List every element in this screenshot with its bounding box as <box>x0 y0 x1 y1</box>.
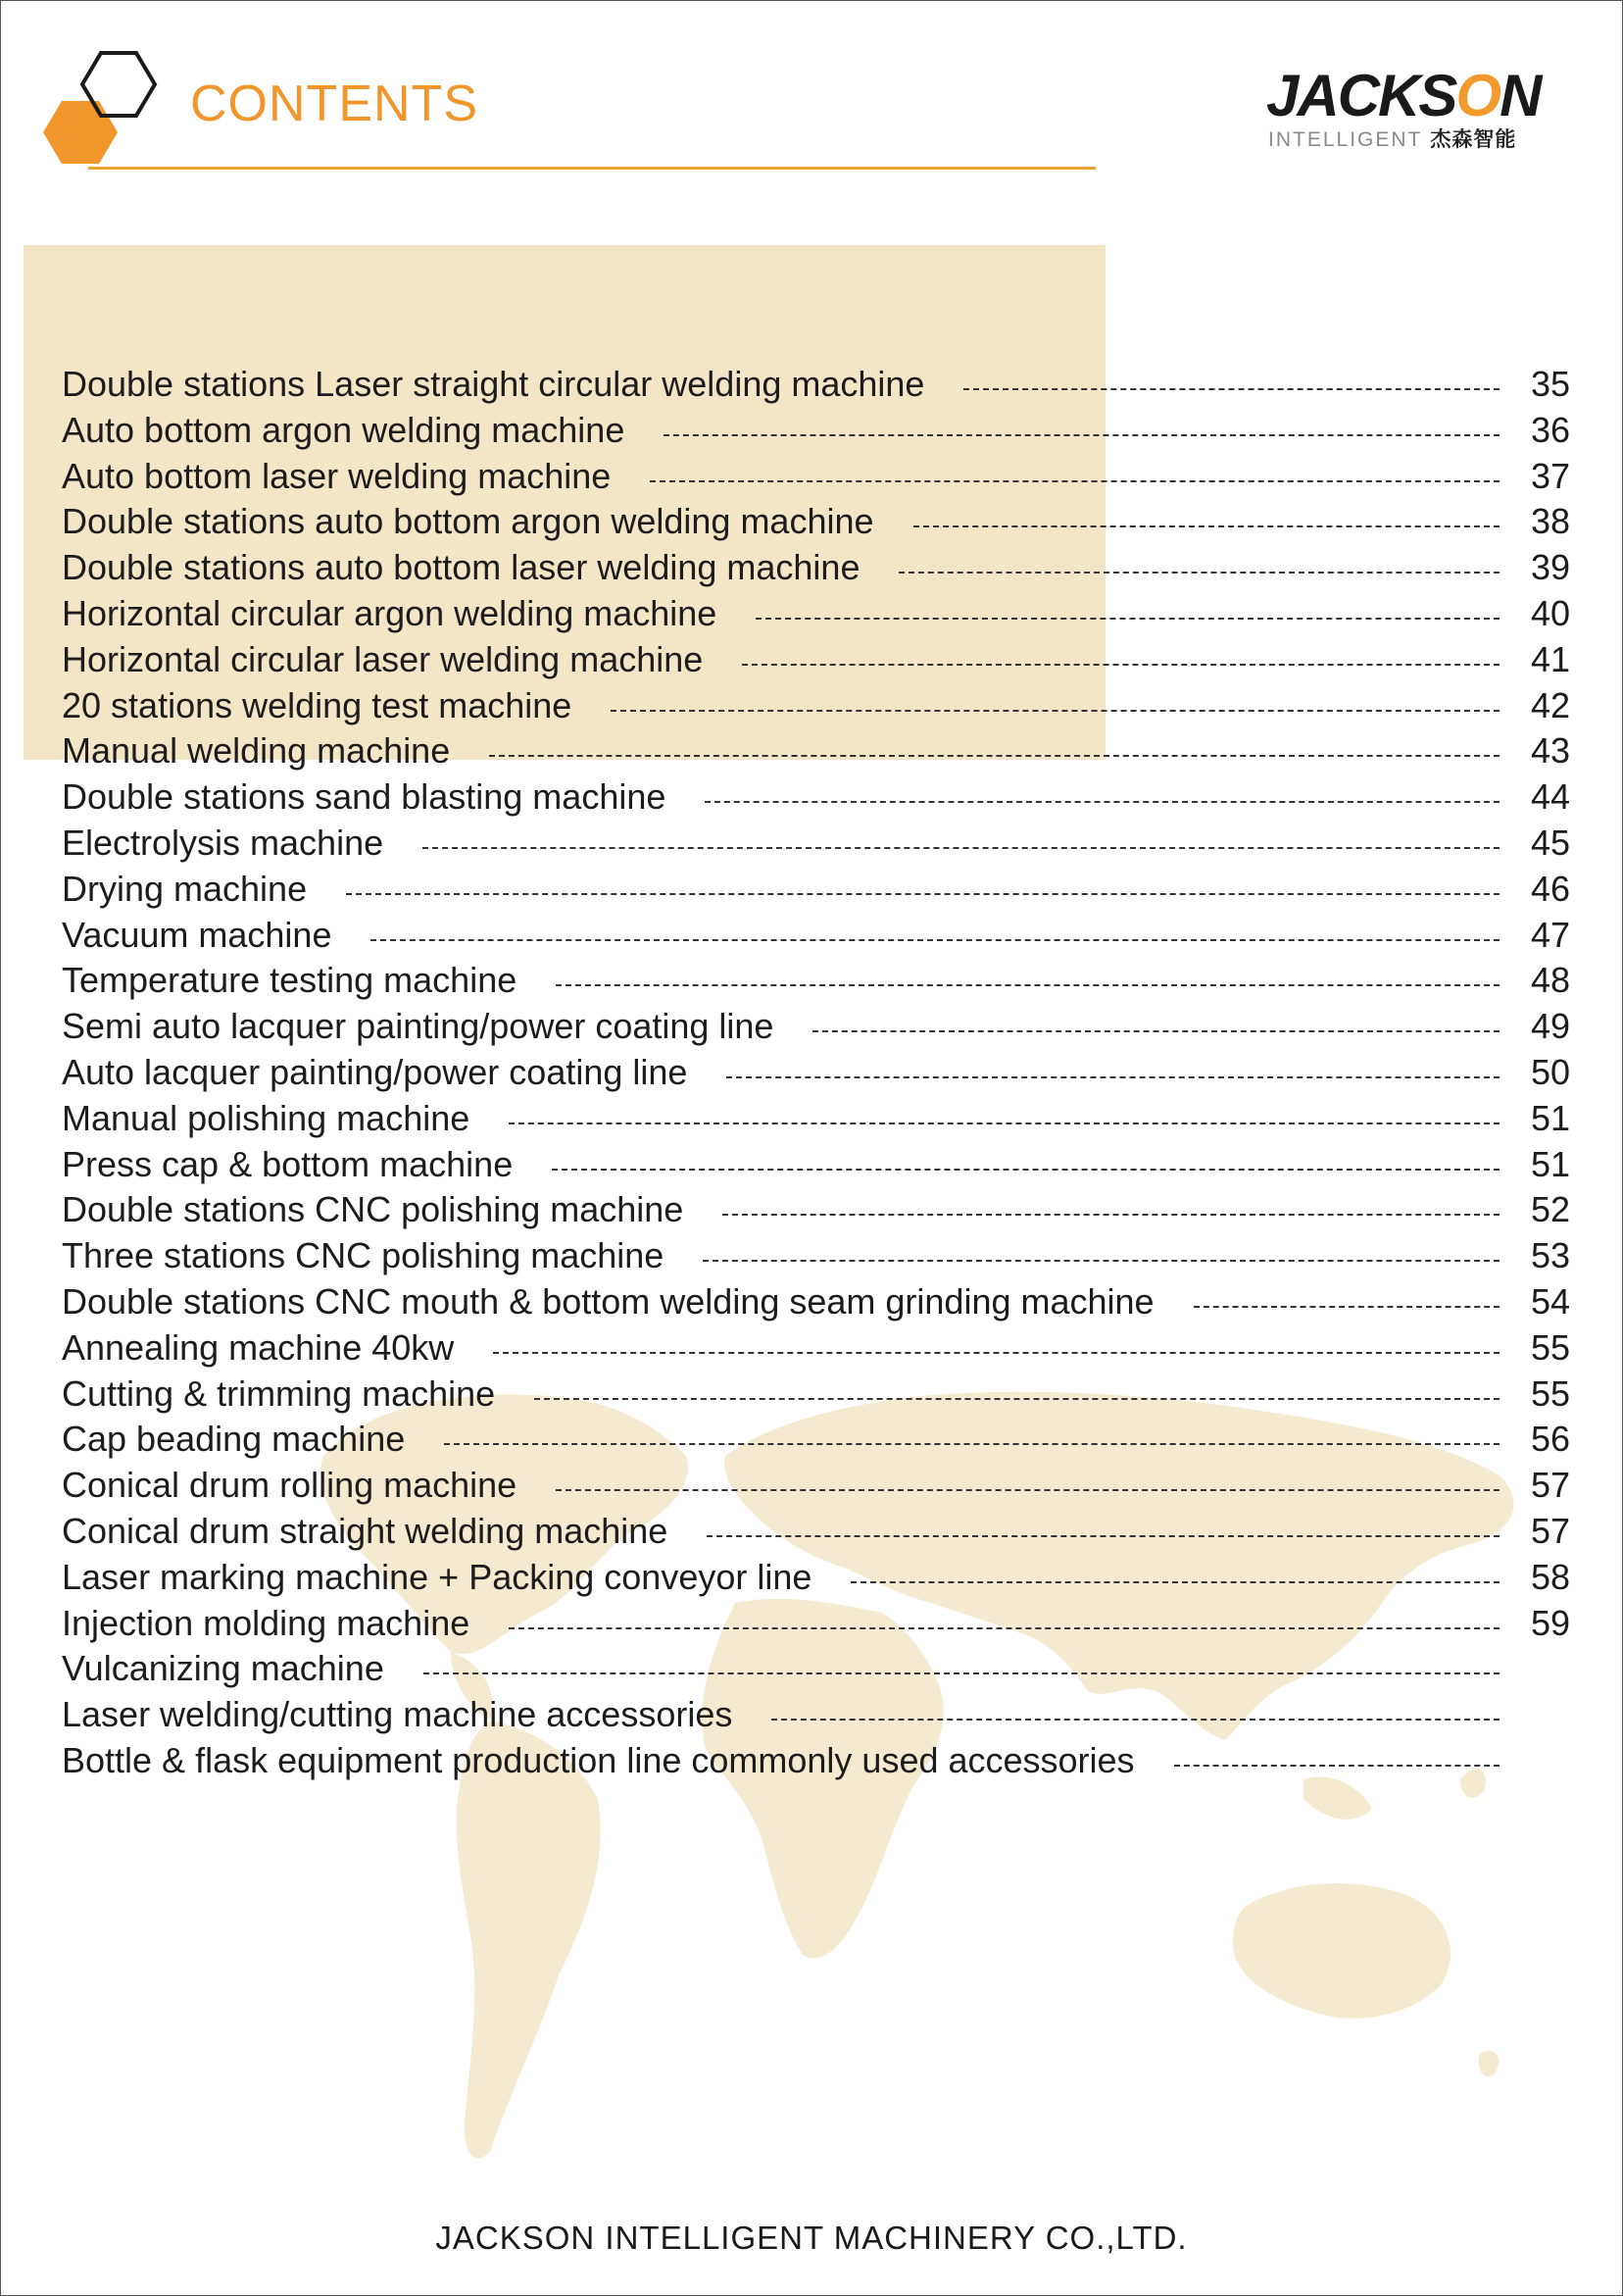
toc-entry[interactable] <box>0 1649 1623 1695</box>
logo-subtitle-cn: 杰森智能 <box>1430 128 1517 151</box>
toc-entry-title: Laser marking machine + Packing conveyor line <box>62 1556 812 1597</box>
toc-entry-title: Auto lacquer painting/power coating line <box>62 1051 688 1092</box>
toc-leader-dashes <box>851 1581 1500 1583</box>
toc-page-number: 35 <box>1531 364 1571 404</box>
toc-entry-title: Double stations CNC polishing machine <box>62 1189 684 1230</box>
toc-entry[interactable] <box>0 548 1623 594</box>
toc-entry[interactable] <box>0 777 1623 824</box>
table-of-contents <box>0 365 1623 1787</box>
toc-entry[interactable] <box>0 1282 1623 1328</box>
toc-entry-title: Auto bottom laser welding machine <box>62 455 612 496</box>
toc-leader-dashes <box>705 801 1500 803</box>
toc-entry-title: Drying machine <box>62 868 308 909</box>
logo-subtitle <box>1268 129 1516 150</box>
toc-entry[interactable] <box>0 1512 1623 1558</box>
toc-page-number: 46 <box>1531 868 1571 909</box>
toc-page-number: 41 <box>1531 638 1571 679</box>
toc-page-number: 45 <box>1531 822 1571 863</box>
toc-leader-dashes <box>707 1535 1500 1537</box>
toc-page-number: 55 <box>1531 1326 1571 1368</box>
toc-entry-title: Conical drum rolling machine <box>62 1465 517 1506</box>
toc-entry-title: Double stations auto bottom laser welding machine <box>62 547 861 588</box>
page-title: CONTENTS <box>190 75 478 132</box>
toc-leader-dashes <box>611 710 1500 712</box>
toc-leader-dashes <box>703 1260 1500 1262</box>
toc-entry-title: Manual welding machine <box>62 730 451 772</box>
jackson-logo <box>1266 63 1560 161</box>
header-divider <box>88 167 1096 170</box>
toc-entry[interactable] <box>0 1099 1623 1145</box>
toc-entry-title: Cap beading machine <box>62 1419 406 1460</box>
toc-entry[interactable] <box>0 1190 1623 1236</box>
toc-entry-title: Three stations CNC polishing machine <box>62 1235 664 1276</box>
toc-entry[interactable] <box>0 1695 1623 1741</box>
toc-leader-dashes <box>509 1627 1500 1629</box>
toc-leader-dashes <box>423 1672 1500 1674</box>
toc-page-number: 59 <box>1531 1602 1571 1643</box>
toc-page-number: 57 <box>1531 1465 1571 1506</box>
logo-subtitle-en: INTELLIGENT <box>1268 128 1423 151</box>
toc-entry[interactable] <box>0 916 1623 962</box>
toc-page-number: 47 <box>1531 914 1571 955</box>
toc-entry-title: Double stations CNC mouth & bottom welding seam grinding machine <box>62 1280 1155 1322</box>
toc-page-number: 38 <box>1531 501 1571 542</box>
toc-entry[interactable] <box>0 731 1623 777</box>
toc-page-number: 48 <box>1531 960 1571 1001</box>
toc-entry[interactable] <box>0 1604 1623 1650</box>
toc-entry[interactable] <box>0 594 1623 640</box>
toc-page-number: 39 <box>1531 547 1571 588</box>
toc-leader-dashes <box>534 1398 1500 1400</box>
toc-leader-dashes <box>422 847 1500 849</box>
toc-leader-dashes <box>771 1719 1500 1721</box>
toc-page-number: 51 <box>1531 1097 1571 1138</box>
toc-leader-dashes <box>742 664 1500 666</box>
toc-entry[interactable] <box>0 1420 1623 1466</box>
toc-leader-dashes <box>370 939 1500 941</box>
toc-entry[interactable] <box>0 1328 1623 1374</box>
toc-page-number: 51 <box>1531 1143 1571 1184</box>
toc-entry-title: Vacuum machine <box>62 914 332 955</box>
toc-leader-dashes <box>489 755 1500 757</box>
toc-entry-title: Laser welding/cutting machine accessories <box>62 1694 733 1735</box>
toc-leader-dashes <box>722 1214 1500 1216</box>
toc-leader-dashes <box>1174 1765 1500 1767</box>
toc-page-number: 40 <box>1531 592 1571 633</box>
toc-page-number: 55 <box>1531 1373 1571 1414</box>
toc-leader-dashes <box>1194 1306 1500 1308</box>
toc-leader-dashes <box>346 893 1500 895</box>
toc-entry[interactable] <box>0 502 1623 548</box>
toc-leader-dashes <box>899 572 1500 574</box>
toc-leader-dashes <box>493 1352 1500 1354</box>
toc-entry-title: Electrolysis machine <box>62 822 384 863</box>
toc-page-number: 58 <box>1531 1556 1571 1597</box>
toc-entry[interactable] <box>0 1145 1623 1191</box>
toc-entry[interactable] <box>0 1558 1623 1604</box>
toc-leader-dashes <box>963 388 1500 390</box>
toc-page-number: 49 <box>1531 1006 1571 1047</box>
toc-page-number: 42 <box>1531 684 1571 725</box>
toc-leader-dashes <box>509 1123 1500 1124</box>
toc-leader-dashes <box>664 434 1500 436</box>
toc-leader-dashes <box>552 1169 1500 1171</box>
toc-entry-title: Manual polishing machine <box>62 1097 470 1138</box>
toc-entry-title: Double stations auto bottom argon welding machine <box>62 501 874 542</box>
toc-entry[interactable] <box>0 365 1623 411</box>
toc-entry[interactable] <box>0 870 1623 916</box>
toc-entry-title: 20 stations welding test machine <box>62 684 572 725</box>
toc-entry-title: Press cap & bottom machine <box>62 1143 514 1184</box>
toc-entry[interactable] <box>0 1053 1623 1099</box>
toc-page-number: 37 <box>1531 455 1571 496</box>
toc-leader-dashes <box>756 618 1500 620</box>
toc-entry[interactable] <box>0 1466 1623 1512</box>
toc-entry[interactable] <box>0 1236 1623 1282</box>
toc-leader-dashes <box>650 480 1500 482</box>
toc-entry[interactable] <box>0 686 1623 732</box>
toc-leader-dashes <box>556 984 1500 986</box>
toc-page-number: 54 <box>1531 1280 1571 1322</box>
toc-leader-dashes <box>444 1443 1500 1445</box>
toc-entry-title: Cutting & trimming machine <box>62 1373 496 1414</box>
toc-entry[interactable] <box>0 1741 1623 1787</box>
toc-entry-title: Annealing machine 40kw <box>62 1326 455 1368</box>
toc-entry[interactable] <box>0 411 1623 457</box>
toc-entry-title: Auto bottom argon welding machine <box>62 409 625 450</box>
toc-entry-title: Conical drum straight welding machine <box>62 1510 668 1551</box>
logo-wordmark: JACKSON <box>1266 63 1541 128</box>
toc-page-number: 44 <box>1531 776 1571 818</box>
toc-page-number: 43 <box>1531 730 1571 772</box>
toc-entry-title: Injection molding machine <box>62 1602 470 1643</box>
footer-company-name: JACKSON INTELLIGENT MACHINERY CO.,LTD. <box>435 2220 1188 2256</box>
toc-entry[interactable] <box>0 824 1623 870</box>
toc-entry[interactable] <box>0 961 1623 1007</box>
toc-leader-dashes <box>812 1030 1500 1032</box>
toc-entry-title: Double stations sand blasting machine <box>62 776 666 818</box>
toc-entry-title: Semi auto lacquer painting/power coating line <box>62 1006 774 1047</box>
toc-entry-title: Double stations Laser straight circular welding machine <box>62 364 925 404</box>
toc-entry[interactable] <box>0 457 1623 503</box>
toc-leader-dashes <box>913 525 1500 527</box>
toc-page-number: 56 <box>1531 1419 1571 1460</box>
toc-page-number: 36 <box>1531 409 1571 450</box>
toc-entry-title: Horizontal circular laser welding machine <box>62 638 704 679</box>
toc-entry[interactable] <box>0 1374 1623 1421</box>
hexagon-icon <box>35 49 182 176</box>
toc-entry-title: Horizontal circular argon welding machine <box>62 592 717 633</box>
toc-page-number: 50 <box>1531 1051 1571 1092</box>
toc-entry[interactable] <box>0 1007 1623 1053</box>
toc-leader-dashes <box>556 1489 1500 1491</box>
toc-entry-title: Temperature testing machine <box>62 960 517 1001</box>
toc-entry-title: Vulcanizing machine <box>62 1648 384 1689</box>
toc-page-number: 52 <box>1531 1189 1571 1230</box>
toc-entry[interactable] <box>0 640 1623 686</box>
toc-leader-dashes <box>726 1076 1500 1078</box>
toc-entry-title: Bottle & flask equipment production line commonly used accessories <box>62 1739 1135 1780</box>
toc-page-number: 53 <box>1531 1235 1571 1276</box>
toc-page-number: 57 <box>1531 1510 1571 1551</box>
